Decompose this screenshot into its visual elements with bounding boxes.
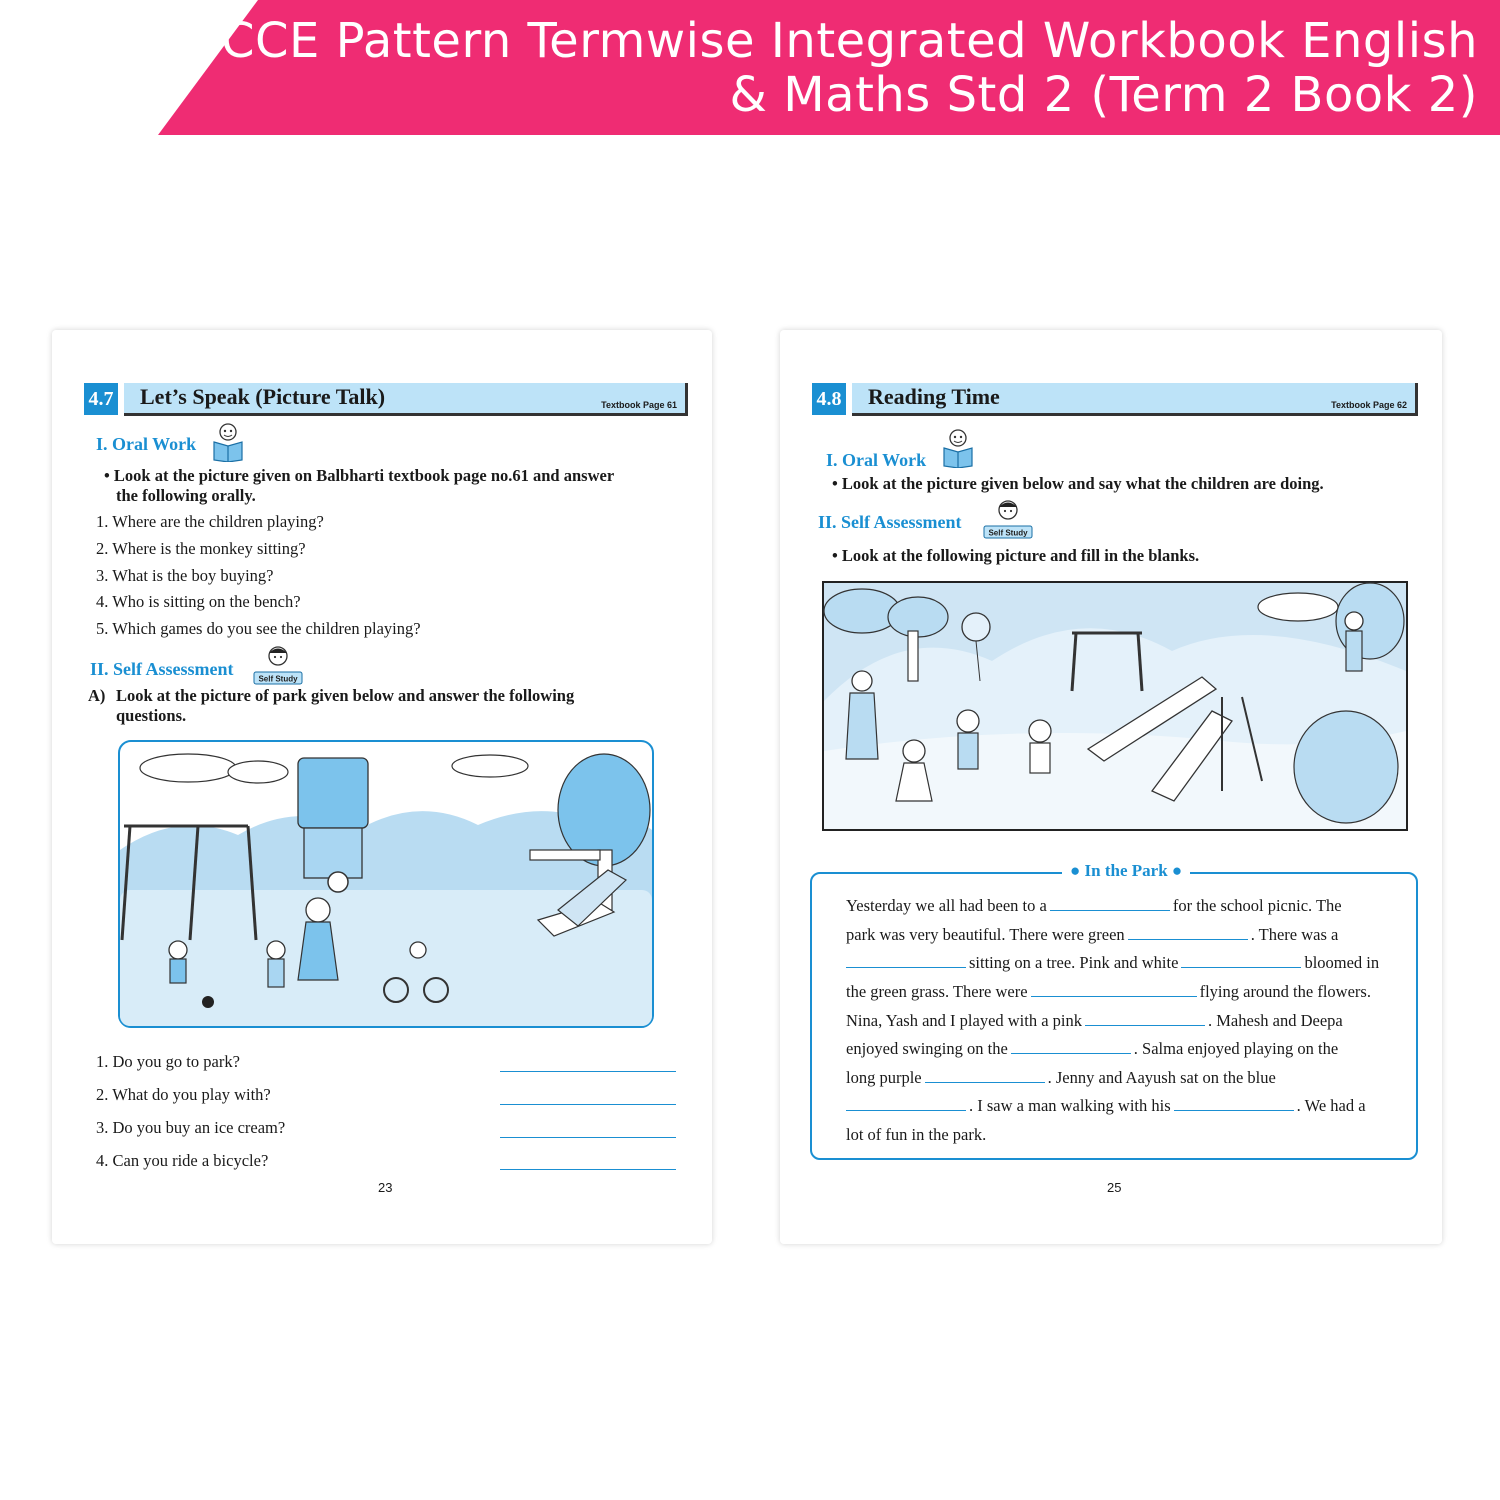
right-page	[780, 330, 1442, 1244]
oral-question: 2. Where is the monkey sitting?	[96, 539, 306, 558]
passage-text: for the school picnic. The	[1172, 896, 1342, 915]
passage-text: bloomed in	[1304, 953, 1380, 972]
part-a-label: A)	[88, 686, 106, 705]
passage-text: . I saw a man walking with his	[969, 1096, 1171, 1115]
oral-question: 5. Which games do you see the children playing?	[96, 619, 421, 638]
passage-text: the green grass. There were	[846, 982, 1028, 1001]
section-number: 4.7	[84, 383, 118, 415]
passage-text: Yesterday we all had been to a	[846, 896, 1047, 915]
fill-blank[interactable]	[846, 953, 966, 968]
book-title-line1: CCE Pattern Termwise Integrated Workbook English	[220, 13, 1478, 69]
oral-instruction-line2: the following orally.	[116, 486, 256, 505]
section-number: 4.8	[812, 383, 846, 415]
passage-line	[846, 982, 1371, 1002]
page-number: 25	[1107, 1180, 1122, 1195]
oral-question: 1. Where are the children playing?	[96, 512, 324, 531]
section-title: Let’s Speak (Picture Talk)	[140, 384, 386, 409]
self-assessment-heading: II. Self Assessment	[90, 659, 234, 679]
bullet-dot-icon: ●	[1171, 861, 1183, 880]
section-header	[812, 383, 1418, 415]
passage-text: park was very beautiful. There were green	[846, 925, 1125, 944]
passage-title: In the Park	[1084, 861, 1168, 880]
self-study-badge-label: Self Study	[258, 674, 298, 684]
passage-text: . Mahesh and Deepa	[1208, 1011, 1343, 1030]
oral-work-heading: I. Oral Work	[96, 434, 197, 454]
page-number: 23	[378, 1180, 393, 1195]
oral-instruction-line1: • Look at the picture given on Balbharti textbook page no.61 and answer	[104, 466, 615, 485]
passage-line	[846, 896, 1342, 916]
passage-text: . We had a	[1296, 1096, 1366, 1115]
oral-work-heading: I. Oral Work	[826, 450, 927, 470]
answer-line[interactable]	[500, 1169, 676, 1170]
fill-blank[interactable]	[925, 1068, 1045, 1083]
self-assessment-heading: II. Self Assessment	[818, 512, 962, 532]
answer-line[interactable]	[500, 1104, 676, 1105]
passage-text: sitting on a tree. Pink and white	[969, 953, 1179, 972]
section-title-bar	[852, 383, 1418, 416]
passage-box	[810, 861, 1418, 1160]
passage-line	[846, 953, 1379, 973]
passage-text: flying around the flowers.	[1199, 982, 1371, 1001]
part-a-instruction-line1: Look at the picture of park given below and answer the following	[116, 686, 575, 705]
passage-text: long purple	[846, 1068, 922, 1087]
oral-question: 4. Who is sitting on the bench?	[96, 592, 301, 611]
fill-blank[interactable]	[1085, 1011, 1205, 1026]
short-question: 2. What do you play with?	[96, 1085, 271, 1104]
section-header	[84, 383, 688, 415]
oral-instruction: • Look at the picture given below and say what the children are doing.	[832, 474, 1324, 493]
textbook-reference: Textbook Page 61	[601, 400, 677, 410]
passage-text: Nina, Yash and I played with a pink	[846, 1011, 1083, 1030]
fill-blank[interactable]	[1128, 925, 1248, 940]
passage-line	[846, 1125, 986, 1145]
passage-title-container	[1062, 861, 1190, 881]
bullet-dot-icon: ●	[1070, 861, 1081, 880]
reading-boy-icon	[940, 428, 976, 468]
passage-line	[846, 925, 1338, 945]
section-title-bar	[124, 383, 688, 416]
short-question: 3. Do you buy an ice cream?	[96, 1118, 286, 1137]
fill-blank[interactable]	[1181, 953, 1301, 968]
oral-question: 3. What is the boy buying?	[96, 566, 274, 585]
answer-line[interactable]	[500, 1071, 676, 1072]
part-a-instruction-line2: questions.	[116, 706, 187, 725]
passage-text: lot of fun in the park.	[846, 1125, 987, 1144]
fill-blank[interactable]	[1050, 896, 1170, 911]
passage-line	[846, 1068, 1276, 1088]
book-title-line2: & Maths Std 2 (Term 2 Book 2)	[729, 67, 1478, 123]
fill-blank[interactable]	[846, 1096, 966, 1111]
passage-text: enjoyed swinging on the	[846, 1039, 1008, 1058]
self-study-boy-icon	[250, 644, 306, 686]
park-illustration	[118, 740, 654, 1028]
self-study-boy-icon	[980, 498, 1036, 540]
passage-text: . There was a	[1250, 925, 1339, 944]
passage-line	[846, 1039, 1338, 1059]
textbook-reference: Textbook Page 62	[1331, 400, 1407, 410]
picnic-park-illustration	[822, 581, 1408, 831]
passage-line	[846, 1011, 1343, 1031]
fill-blank[interactable]	[1174, 1096, 1294, 1111]
left-page	[52, 330, 712, 1244]
fill-blank[interactable]	[1031, 982, 1197, 997]
self-study-badge-label: Self Study	[988, 528, 1028, 538]
short-question: 4. Can you ride a bicycle?	[96, 1151, 269, 1170]
short-question: 1. Do you go to park?	[96, 1052, 240, 1071]
fill-instruction: • Look at the following picture and fill in the blanks.	[832, 546, 1200, 565]
passage-text: . Salma enjoyed playing on the	[1133, 1039, 1339, 1058]
reading-boy-icon	[210, 422, 246, 462]
fill-blank[interactable]	[1011, 1039, 1131, 1054]
section-title: Reading Time	[868, 384, 1000, 409]
book-title	[221, 14, 1478, 122]
answer-line[interactable]	[500, 1137, 676, 1138]
passage-line	[846, 1096, 1366, 1116]
passage-text: . Jenny and Aayush sat on the blue	[1047, 1068, 1276, 1087]
